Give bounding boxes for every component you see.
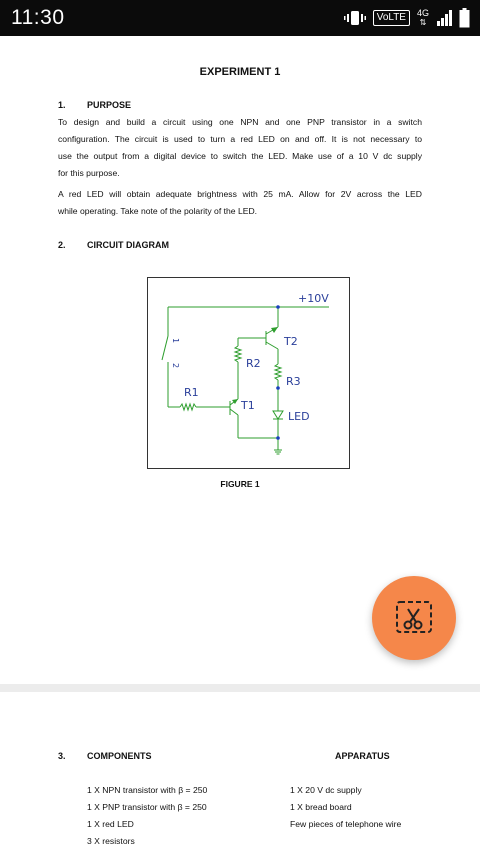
- component-item: 1 X NPN transistor with β = 250: [87, 785, 208, 795]
- r1-label: R1: [184, 386, 199, 399]
- purpose-paragraph-2: A red LED will obtain adequate brightness with 25 mA. Allow for 2V across the LED while operating. Take note of the polarity of the LED.: [58, 189, 422, 216]
- supply-label: +10V: [298, 292, 329, 305]
- circuit-heading: 2. CIRCUIT DIAGRAM: [58, 240, 169, 250]
- apparatus-item: Few pieces of telephone wire: [290, 819, 402, 829]
- components-heading: 3. COMPONENTS: [58, 751, 152, 761]
- page-title: EXPERIMENT 1: [199, 66, 281, 78]
- switch-label-1: 1: [171, 338, 180, 344]
- t1-label: T1: [241, 399, 255, 412]
- screenshot-scissors-icon: [395, 600, 433, 636]
- network-type: 4G ⇅: [416, 8, 429, 27]
- apparatus-item: 1 X bread board: [290, 802, 352, 812]
- document-page-1: [0, 36, 480, 686]
- signal-icon: [436, 10, 452, 26]
- figure-caption: FIGURE 1: [220, 479, 260, 489]
- page-separator: [0, 684, 480, 692]
- status-bar: [0, 0, 480, 36]
- purpose-paragraph-1: To design and build a circuit using one NPN and one PNP transistor in a switch configuration. The circuit is used to turn a red LED on and off. It is not necessary to use the output from a digital device to switch the LED. Make use of a 10 V dc supply for this purpose.: [58, 117, 422, 178]
- switch-label-2: 2: [171, 363, 180, 369]
- led-label: LED: [288, 410, 310, 423]
- clock: 11:30: [11, 6, 65, 29]
- r3-label: R3: [286, 375, 301, 388]
- r2-label: R2: [246, 357, 261, 370]
- status-icons: [344, 8, 470, 28]
- volte-badge: VoLTE: [373, 10, 410, 26]
- apparatus-item: 1 X 20 V dc supply: [290, 785, 362, 795]
- component-item: 1 X PNP transistor with β = 250: [87, 802, 207, 812]
- component-item: 1 X red LED: [87, 819, 134, 829]
- vibrate-icon: [344, 10, 366, 26]
- purpose-heading: 1. PURPOSE: [58, 100, 132, 110]
- circuit-diagram: [147, 277, 350, 469]
- document-page-2: [0, 692, 480, 854]
- apparatus-heading: APPARATUS: [335, 751, 390, 761]
- t2-label: T2: [284, 335, 298, 348]
- battery-icon: [459, 8, 470, 28]
- component-item: 3 X resistors: [87, 836, 135, 846]
- screenshot-edit-button[interactable]: [372, 576, 456, 660]
